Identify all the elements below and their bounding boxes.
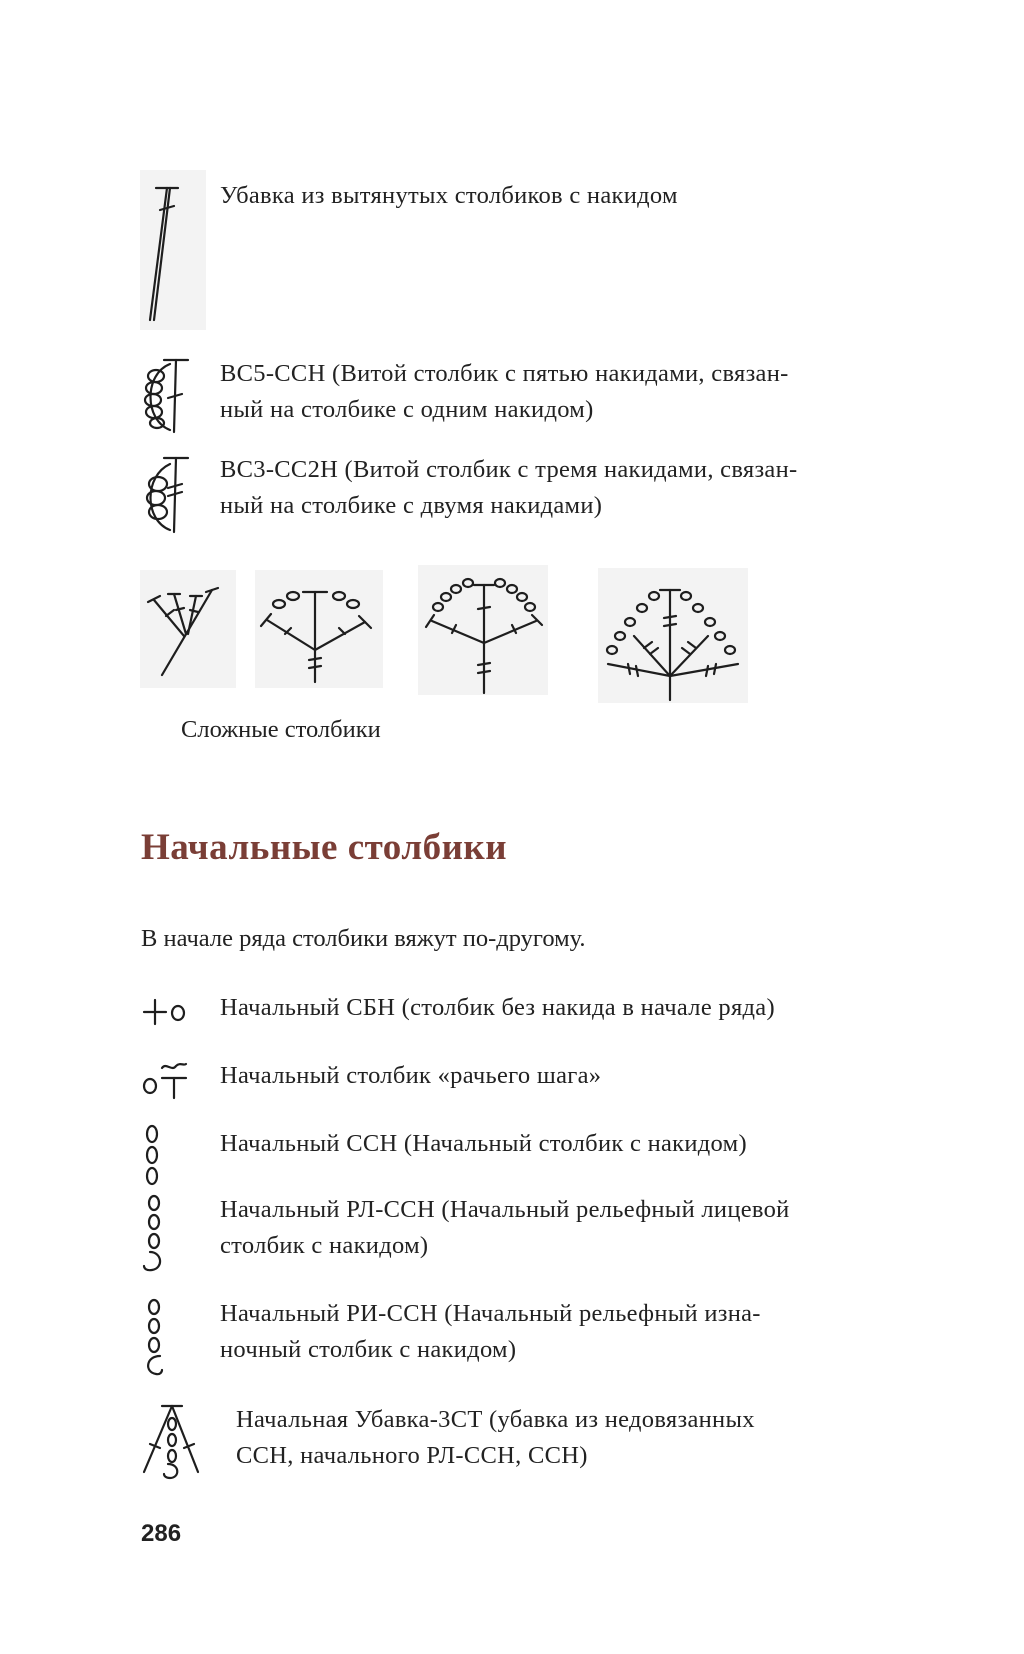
complex-caption: Сложные столбики: [181, 716, 381, 743]
elongated-cluster-icon: [140, 170, 210, 330]
starting-fpdc-icon: [140, 1194, 180, 1274]
entry-text: Начальный РЛ-ССН (Начальный рельефный лицевой столбик с накидом): [220, 1196, 790, 1259]
bc5-ccn-icon: [140, 354, 200, 436]
symbol-entry: [140, 1402, 940, 1492]
section-intro: В начале ряда столбики вяжут по-другому.: [141, 925, 586, 952]
starting-dc-icon: [140, 1124, 180, 1188]
symbol-entry: [140, 1296, 940, 1386]
symbol-entry: [140, 1192, 940, 1282]
entry-text: Начальный РИ-ССН (Начальный рельефный изна- ночный столбик с накидом): [220, 1300, 761, 1363]
complex-symbol-1-icon: [140, 570, 240, 690]
starting-dec3-icon: [140, 1400, 210, 1480]
starting-bpdc-icon: [140, 1298, 180, 1378]
symbol-entry: [140, 178, 940, 338]
symbol-entry: [140, 990, 940, 1040]
starting-sc-icon: [140, 992, 190, 1032]
entry-text: ВС5-ССН (Витой столбик с пятью накидами, связан- ный на столбике с одним накидом): [220, 360, 789, 423]
entry-text: Начальный ССН (Начальный столбик с накидом): [220, 1130, 747, 1157]
symbol-entry: [140, 356, 940, 446]
complex-symbol-2-icon: [255, 570, 385, 690]
entry-text: ВС3-СС2Н (Витой столбик с тремя накидами, связан- ный на столбике с двумя накидами): [220, 456, 798, 519]
entry-text: Начальный столбик «рачьего шага»: [220, 1062, 602, 1089]
symbol-entry: [140, 1126, 940, 1186]
symbol-entry: [140, 452, 940, 542]
entry-text: Начальный СБН (столбик без накида в начале ряда): [220, 994, 775, 1021]
entry-text: Начальная Убавка-3СТ (убавка из недовязанных ССН, начального РЛ-ССН, ССН): [236, 1406, 755, 1469]
symbol-entry: [140, 1058, 940, 1108]
complex-symbol-3-icon: [418, 565, 553, 700]
page-number: 286: [141, 1520, 182, 1547]
bc3-cc2n-icon: [140, 452, 200, 536]
entry-text: Убавка из вытянутых столбиков с накидом: [220, 182, 678, 209]
complex-symbol-4-icon: [598, 568, 753, 708]
section-title: Начальные столбики: [141, 827, 508, 868]
starting-crab-icon: [140, 1058, 190, 1102]
